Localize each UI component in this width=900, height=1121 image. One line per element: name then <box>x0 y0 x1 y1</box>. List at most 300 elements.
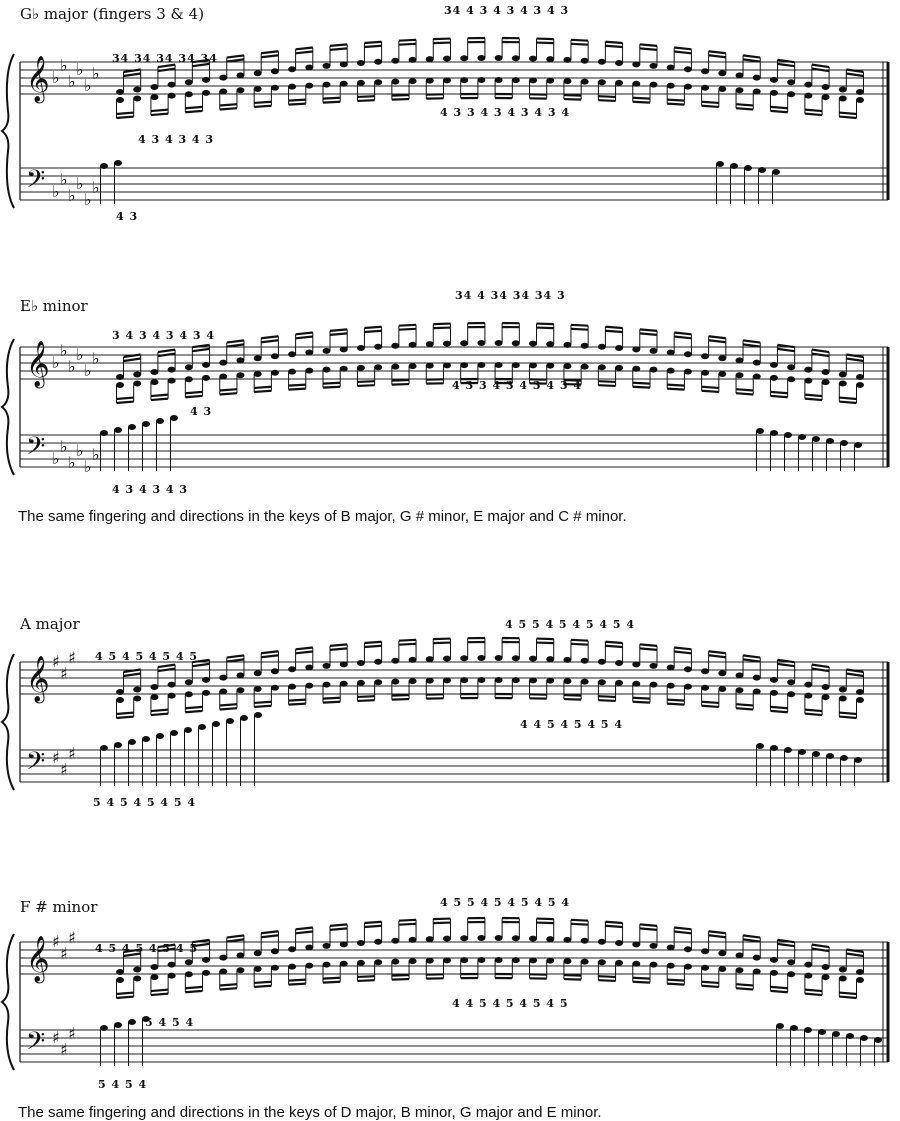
beam <box>433 43 450 44</box>
note-head <box>790 1025 798 1031</box>
flat-icon: ♭ <box>92 349 100 368</box>
beam <box>605 46 622 47</box>
note-head <box>598 939 606 945</box>
note-head <box>701 353 709 359</box>
bass-clef-icon: 𝄢 <box>26 1027 45 1062</box>
beam <box>770 392 787 393</box>
note-head <box>581 343 589 349</box>
beam <box>392 979 409 980</box>
note-head <box>822 94 830 100</box>
note-head <box>374 344 382 350</box>
note-head <box>615 60 623 66</box>
beam <box>702 982 719 983</box>
note-head <box>219 360 227 366</box>
note-head <box>391 58 399 64</box>
beam <box>702 387 719 388</box>
sharp-icon: ♯ <box>60 664 68 683</box>
sharp-icon: ♯ <box>68 648 76 667</box>
note-head <box>236 372 244 378</box>
note-head <box>804 367 812 373</box>
note-head <box>718 966 726 972</box>
beam <box>805 399 822 400</box>
beam <box>598 696 615 697</box>
sharp-icon: ♯ <box>52 932 60 951</box>
beam <box>702 106 719 107</box>
beam <box>254 387 271 388</box>
note-head <box>840 755 848 761</box>
beam <box>158 350 175 352</box>
note-head <box>598 364 606 370</box>
beam <box>564 99 581 100</box>
grand-staff <box>0 600 900 830</box>
beam <box>667 385 684 386</box>
note-head <box>684 66 692 72</box>
beam <box>289 389 306 390</box>
note-head <box>202 677 210 683</box>
beam <box>357 100 374 101</box>
beam <box>296 652 313 654</box>
beam <box>433 39 450 40</box>
note-head <box>340 681 348 687</box>
beam <box>839 402 856 403</box>
flat-icon: ♭ <box>52 68 60 87</box>
note-head <box>128 1019 136 1025</box>
beam <box>261 51 278 53</box>
flat-icon: ♭ <box>76 345 84 364</box>
note-head <box>219 675 227 681</box>
note-head <box>185 691 193 697</box>
beam <box>254 986 271 987</box>
note-head <box>632 346 640 352</box>
beam <box>633 387 650 388</box>
beam <box>640 333 657 335</box>
note-head <box>116 977 124 983</box>
note-head <box>150 369 158 375</box>
note-head <box>818 1029 826 1035</box>
beam <box>399 40 416 41</box>
note-head <box>615 365 623 371</box>
note-head <box>254 70 262 76</box>
beam <box>289 704 306 705</box>
note-head <box>226 718 234 724</box>
note-head <box>563 657 571 663</box>
beam <box>640 48 657 50</box>
beam <box>770 991 787 992</box>
beam <box>330 644 347 646</box>
note-head <box>546 678 554 684</box>
beam <box>117 997 134 998</box>
note-head <box>776 1023 784 1029</box>
beam <box>433 643 450 644</box>
beam <box>633 98 650 99</box>
note-head <box>133 381 141 387</box>
note-head <box>443 656 451 662</box>
note-head <box>649 682 657 688</box>
beam <box>323 698 340 699</box>
note-head <box>787 79 795 85</box>
note-head <box>340 661 348 667</box>
beam <box>392 384 409 385</box>
note-head <box>581 959 589 965</box>
beam <box>364 331 381 332</box>
note-head <box>202 362 210 368</box>
note-head <box>632 61 640 67</box>
note-head <box>185 679 193 685</box>
beam <box>846 954 863 956</box>
beam <box>151 399 168 400</box>
grand-staff <box>0 880 900 1110</box>
beam <box>633 698 650 699</box>
note-head <box>426 656 434 662</box>
note-head <box>323 663 331 669</box>
beam <box>846 674 863 676</box>
note-head <box>822 964 830 970</box>
beam <box>598 385 615 386</box>
section-title: G♭ major (fingers 3 & 4) <box>20 5 204 23</box>
note-head <box>305 963 313 969</box>
note-head <box>305 945 313 951</box>
beam <box>227 939 244 941</box>
note-head <box>495 362 503 368</box>
beam <box>151 710 168 711</box>
note-head <box>198 724 206 730</box>
beam <box>227 659 244 661</box>
note-head <box>271 965 279 971</box>
flat-icon: ♭ <box>52 353 60 372</box>
note-head <box>730 163 738 169</box>
note-head <box>443 341 451 347</box>
note-head <box>460 677 468 683</box>
beam <box>770 707 787 708</box>
note-head <box>632 941 640 947</box>
note-head <box>236 967 244 973</box>
note-head <box>156 733 164 739</box>
note-head <box>340 81 348 87</box>
beam <box>564 975 581 976</box>
beam <box>777 64 794 66</box>
beam <box>674 52 691 54</box>
beam <box>323 383 340 384</box>
note-head <box>288 351 296 357</box>
note-head <box>219 969 227 975</box>
beam <box>289 984 306 985</box>
note-head <box>563 937 571 943</box>
brace <box>2 54 14 208</box>
note-head <box>443 957 451 963</box>
fingering-upper-peak: 34 4 34 34 34 3 <box>455 289 566 302</box>
note-head <box>701 85 709 91</box>
beam <box>598 381 615 382</box>
note-head <box>116 382 124 388</box>
note-head <box>116 97 124 103</box>
fingering-lower-left: 4 3 <box>190 405 212 418</box>
note-head <box>426 678 434 684</box>
note-head <box>305 83 313 89</box>
beam <box>357 696 374 697</box>
section-title: A major <box>20 615 80 633</box>
note-head <box>288 964 296 970</box>
beam <box>296 337 313 339</box>
note-head <box>150 684 158 690</box>
beam <box>667 984 684 985</box>
flat-icon: ♭ <box>60 170 68 189</box>
beam <box>598 700 615 701</box>
note-head <box>753 689 761 695</box>
note-head <box>787 959 795 965</box>
treble-clef-icon: 𝄞 <box>26 341 50 389</box>
note-head <box>804 82 812 88</box>
note-head <box>357 940 365 946</box>
beam <box>805 994 822 995</box>
note-head <box>649 63 657 69</box>
beam <box>261 336 278 338</box>
note-head <box>839 687 847 693</box>
beam <box>330 48 347 50</box>
note-head <box>512 362 520 368</box>
beam <box>185 711 202 712</box>
note-head <box>271 948 279 954</box>
note-head <box>305 665 313 671</box>
beam <box>702 986 719 987</box>
note-head <box>202 690 210 696</box>
beam <box>323 102 340 103</box>
beam <box>323 982 340 983</box>
note-head <box>615 680 623 686</box>
note-head <box>753 89 761 95</box>
beam <box>364 327 381 328</box>
note-head <box>546 56 554 62</box>
beam <box>770 107 787 108</box>
beam <box>117 117 134 118</box>
note-head <box>512 55 520 61</box>
bass-run <box>100 712 862 786</box>
note-head <box>142 421 150 427</box>
beam <box>227 59 244 61</box>
note-head <box>254 670 262 676</box>
beam <box>185 107 202 108</box>
flat-icon: ♭ <box>60 341 68 360</box>
beam <box>220 708 237 709</box>
beam <box>805 710 822 711</box>
note-head <box>512 340 520 346</box>
beam <box>702 391 719 392</box>
note-head <box>116 374 124 380</box>
fingering-upper-left: 3 4 3 4 3 4 3 4 <box>112 329 215 342</box>
note-head <box>357 960 365 966</box>
beam <box>674 928 691 930</box>
beam <box>220 704 237 705</box>
beam <box>674 932 691 934</box>
beam <box>261 935 278 937</box>
note-head <box>409 78 417 84</box>
beam <box>674 48 691 50</box>
beam <box>640 924 657 926</box>
note-head <box>512 957 520 963</box>
section-title: F # minor <box>20 898 97 916</box>
beam <box>151 114 168 115</box>
beam <box>289 104 306 105</box>
beam <box>564 699 581 700</box>
note-head <box>116 969 124 975</box>
note-head <box>100 745 108 751</box>
note-head <box>736 967 744 973</box>
fingering-upper-peak: 34 4 3 4 3 4 3 4 3 <box>444 4 569 17</box>
note-head <box>856 97 864 103</box>
beam <box>227 655 244 657</box>
beam <box>433 328 450 329</box>
beam <box>605 42 622 43</box>
note-head <box>822 684 830 690</box>
beam <box>323 387 340 388</box>
beam <box>296 333 313 335</box>
note-head <box>753 360 761 366</box>
note-head <box>254 86 262 92</box>
note-head <box>512 935 520 941</box>
note-head <box>495 77 503 83</box>
beam <box>151 994 168 995</box>
beam <box>743 935 760 937</box>
beam <box>839 713 856 714</box>
note-head <box>787 376 795 382</box>
note-head <box>581 79 589 85</box>
note-head <box>667 65 675 71</box>
note-head <box>598 679 606 685</box>
note-head <box>254 355 262 361</box>
note-head <box>212 721 220 727</box>
bass-staff <box>20 168 888 200</box>
beam <box>392 975 409 976</box>
note-head <box>460 362 468 368</box>
note-head <box>357 660 365 666</box>
beam <box>633 102 650 103</box>
note-head <box>150 94 158 100</box>
beam <box>702 102 719 103</box>
fingering-note: The same fingering and directions in the keys of D major, B minor, G major and E minor. <box>18 1104 602 1121</box>
note-head <box>460 655 468 661</box>
flat-icon: ♭ <box>68 72 76 91</box>
note-head <box>236 87 244 93</box>
beam <box>289 700 306 701</box>
note-head <box>357 680 365 686</box>
note-head <box>426 341 434 347</box>
note-head <box>598 659 606 665</box>
note-head <box>784 432 792 438</box>
sharp-icon: ♯ <box>60 944 68 963</box>
beam <box>261 340 278 342</box>
beam <box>605 922 622 923</box>
note-head <box>202 90 210 96</box>
brace <box>2 654 14 790</box>
note-head <box>581 364 589 370</box>
beam <box>770 987 787 988</box>
note-head <box>840 440 848 446</box>
note-head <box>529 77 537 83</box>
beam <box>296 932 313 934</box>
note-head <box>114 427 122 433</box>
bass-run <box>100 160 780 204</box>
beam <box>261 55 278 57</box>
note-head <box>744 165 752 171</box>
note-head <box>839 967 847 973</box>
note-head <box>305 368 313 374</box>
beam <box>117 398 134 399</box>
beam <box>674 337 691 339</box>
beam <box>357 976 374 977</box>
note-head <box>443 56 451 62</box>
beam <box>812 665 829 667</box>
note-head <box>812 436 820 442</box>
beam <box>667 700 684 701</box>
beam <box>770 111 787 112</box>
note-head <box>787 679 795 685</box>
note-head <box>133 372 141 378</box>
beam <box>709 51 726 53</box>
beam <box>777 349 794 351</box>
beam <box>709 55 726 57</box>
flat-icon: ♭ <box>68 186 76 205</box>
note-head <box>236 687 244 693</box>
note-head <box>236 952 244 958</box>
note-head <box>100 430 108 436</box>
grand-staff <box>0 285 900 515</box>
note-head <box>443 677 451 683</box>
fingering-lower-mid: 4 3 3 4 3 4 3 4 3 4 <box>440 106 570 119</box>
beam <box>220 104 237 105</box>
note-head <box>168 367 176 373</box>
sharp-icon: ♯ <box>68 744 76 763</box>
note-head <box>632 681 640 687</box>
note-head <box>391 959 399 965</box>
note-head <box>598 79 606 85</box>
beam <box>667 104 684 105</box>
note-head <box>822 369 830 375</box>
beam <box>743 344 760 346</box>
note-head <box>667 83 675 89</box>
note-head <box>391 938 399 944</box>
beam <box>805 990 822 991</box>
note-head <box>529 677 537 683</box>
note-head <box>202 970 210 976</box>
note-head <box>787 91 795 97</box>
flat-icon: ♭ <box>92 64 100 83</box>
note-head <box>684 964 692 970</box>
note-head <box>202 77 210 83</box>
note-head <box>219 75 227 81</box>
note-head <box>323 367 331 373</box>
beam <box>289 385 306 386</box>
note-head <box>305 65 313 71</box>
beam <box>736 389 753 390</box>
note-head <box>374 79 382 85</box>
note-head <box>632 81 640 87</box>
note-head <box>839 372 847 378</box>
note-head <box>563 958 571 964</box>
note-head <box>202 375 210 381</box>
note-head <box>305 683 313 689</box>
note-head <box>701 948 709 954</box>
beam <box>254 106 271 107</box>
note-head <box>168 682 176 688</box>
note-head <box>546 363 554 369</box>
note-head <box>756 743 764 749</box>
note-head <box>874 1037 882 1043</box>
beam <box>364 42 381 43</box>
note-head <box>185 971 193 977</box>
note-head <box>340 346 348 352</box>
beam <box>357 700 374 701</box>
note-head <box>460 55 468 61</box>
note-head <box>581 658 589 664</box>
